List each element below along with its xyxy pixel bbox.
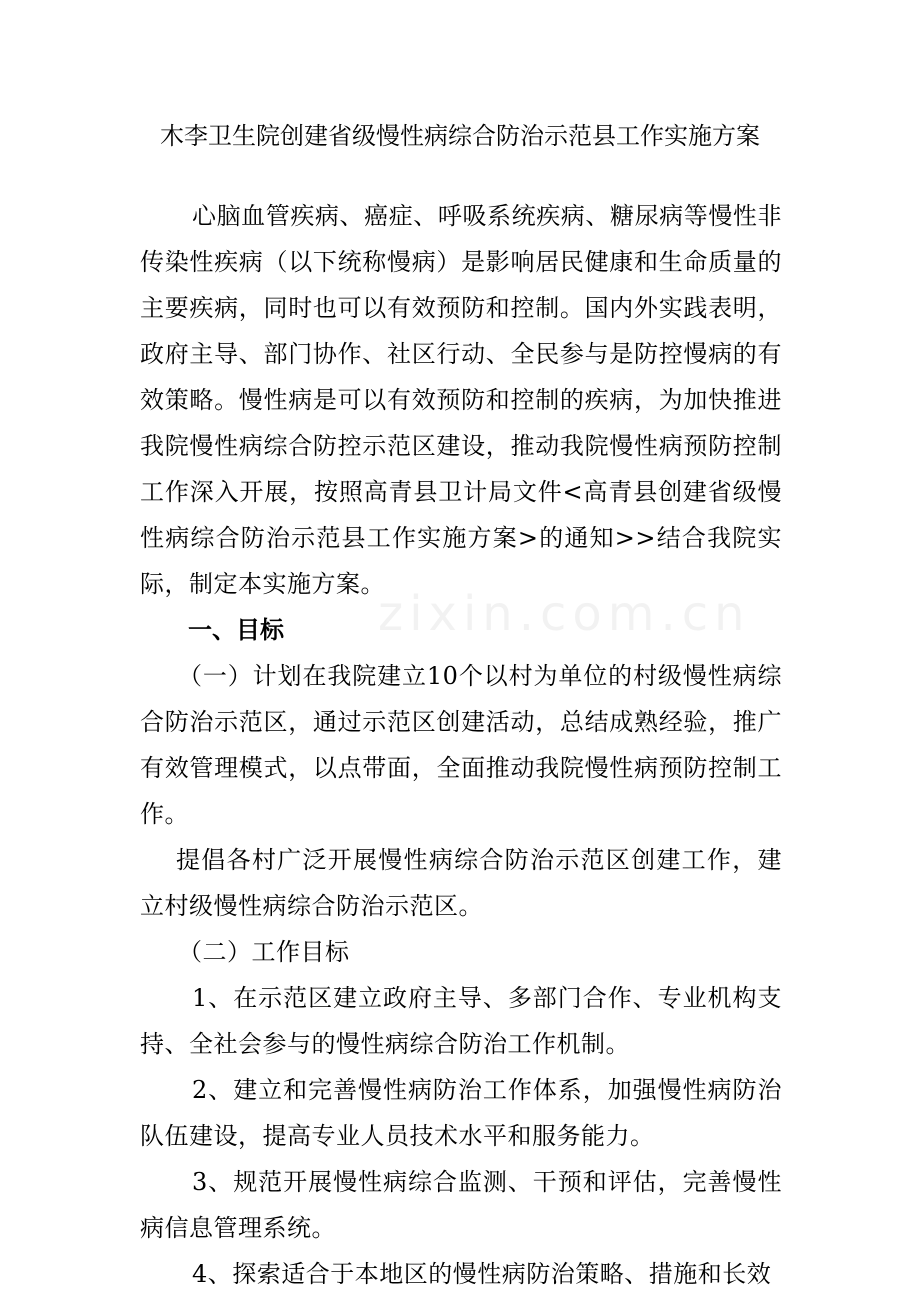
subsection-heading-work-goals: （二）工作目标 [178,938,350,966]
intro-paragraph: 心脑血管疾病、癌症、呼吸系统疾病、糖尿病等慢性非传染性疾病（以下统称慢病）是影响居民健康和生命质量的主要疾病，同时也可以有效预防和控制。国内外实践表明，政府主导、部门协作、社区行动、全民参与是防控慢病的有效策略。慢性病是可以有效预防和控制的疾病，为加快推进我院慢性病综合防控示范区建设，推动我院慢性病预防控制工作深入开展，按照高青县卫计局文件<高青县创建省级慢性病综合防治示范县工作实施方案>的通知>>结合我院实际，制定本实施方案。 [140,202,782,598]
work-goal-item-1: 1、在示范区建立政府主导、多部门合作、专业机构支持、全社会参与的慢性病综合防治工作机制。 [140,984,782,1058]
work-goal-item-2: 2、建立和完善慢性病防治工作体系，加强慢性病防治队伍建设，提高专业人员技术水平和服务能力。 [140,1076,782,1150]
goal-paragraph-1: （一）计划在我院建立10个以村为单位的村级慢性病综合防治示范区，通过示范区创建活动，总结成熟经验，推广有效管理模式，以点带面，全面推动我院慢性病预防控制工作。 [140,662,782,828]
section-heading-goals: 一、目标 [188,615,284,644]
work-goal-item-4: 4、探索适合于本地区的慢性病防治策略、措施和长效 [192,1260,772,1288]
goal-paragraph-2: 提倡各村广泛开展慢性病综合防治示范区创建工作，建立村级慢性病综合防治示范区。 [140,846,782,920]
work-goal-item-3: 3、规范开展慢性病综合监测、干预和评估，完善慢性病信息管理系统。 [140,1168,782,1242]
document-title: 木李卫生院创建省级慢性病综合防治示范县工作实施方案 [160,122,760,150]
watermark: zixin.com.cn [378,586,751,642]
document-body [140,193,782,1297]
